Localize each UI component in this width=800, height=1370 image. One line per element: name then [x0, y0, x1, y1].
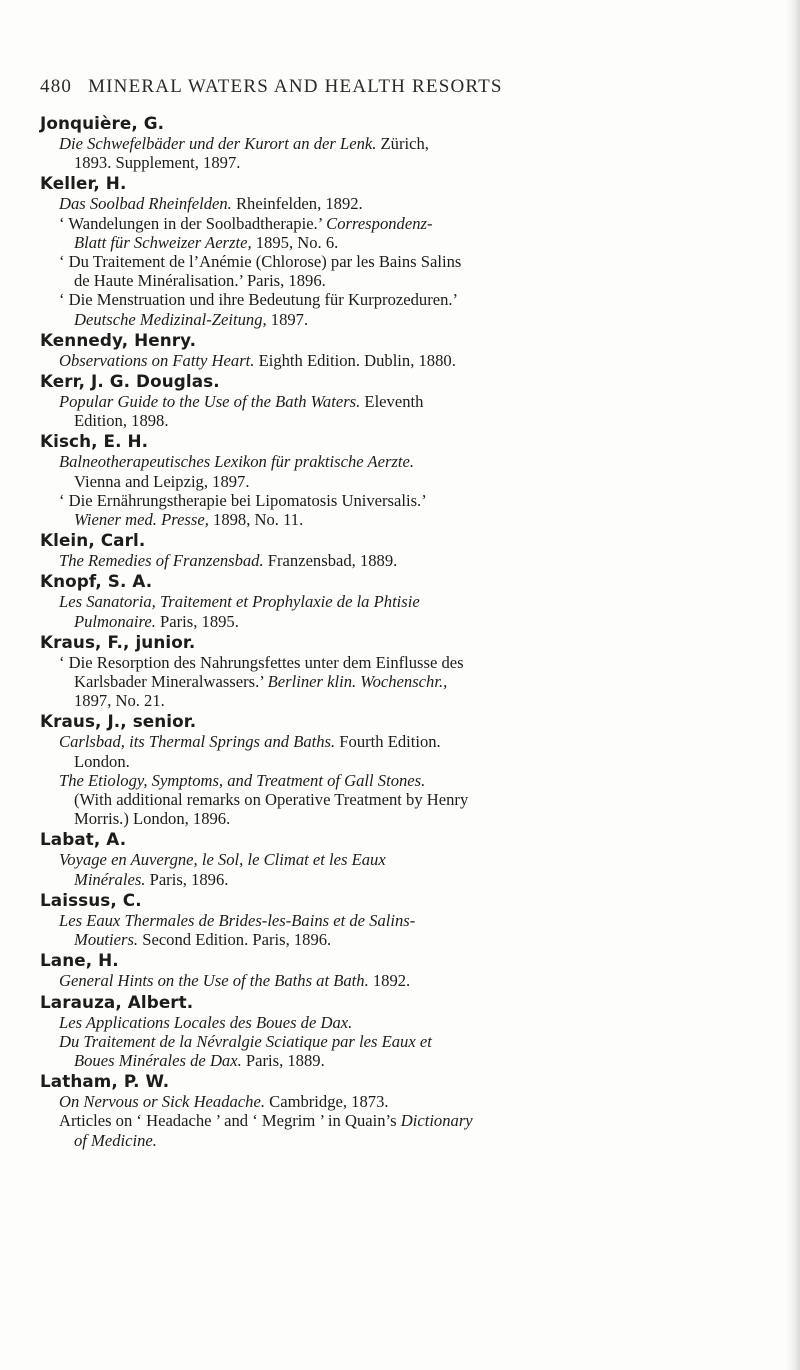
citation-title-text: On Nervous or Sick Headache. — [59, 1092, 265, 1112]
citation-line — [59, 310, 760, 329]
citation-line — [59, 1013, 760, 1032]
citation-title-text: Minérales. — [74, 869, 146, 889]
author-name: Labat, A. — [40, 829, 127, 850]
citation-text: Articles on ‘ Headache ’ and ‘ Megrim ’ in Quain’s — [59, 1111, 401, 1131]
work-citation — [40, 392, 760, 430]
bibliography-entry — [40, 530, 760, 570]
citation-line — [59, 194, 760, 213]
citation-line — [59, 551, 760, 570]
citation-line — [59, 612, 760, 631]
citation-text: London. — [74, 751, 130, 771]
citation-line — [59, 1051, 760, 1070]
citation-text: Morris.) London, 1896. — [74, 809, 231, 829]
citation-title-text: Correspondenz- — [326, 213, 433, 233]
citation-line — [59, 252, 760, 271]
citation-title-text: Pulmonaire. — [74, 611, 156, 631]
citation-text: (With additional remarks on Operative Treatment by Henry — [74, 790, 469, 810]
citation-text: Paris, 1896. — [145, 869, 229, 889]
author-name: Kisch, E. H. — [40, 431, 149, 452]
page-edge-shadow — [786, 0, 800, 1370]
citation-line — [59, 1092, 760, 1111]
bibliography-entry — [40, 890, 760, 949]
work-citation — [40, 971, 760, 990]
citation-line — [59, 392, 760, 411]
citation-text: Eighth Edition. Dublin, 1880. — [254, 350, 456, 370]
citation-title-text: Dictionary — [400, 1111, 473, 1131]
citation-text: Paris, 1889. — [241, 1050, 325, 1070]
bibliography-entry — [40, 950, 760, 990]
author-name: Kraus, J., senior. — [40, 711, 197, 732]
citation-text: Rheinfelden, 1892. — [231, 194, 363, 214]
citation-line — [59, 732, 760, 751]
citation-line — [59, 271, 760, 290]
citation-line — [59, 1111, 760, 1130]
bibliography-entry — [40, 992, 760, 1071]
bibliography-list — [40, 112, 760, 1150]
citation-line — [59, 850, 760, 869]
bibliography-entry — [40, 330, 760, 370]
page-number: 480 — [40, 76, 73, 97]
citation-line — [59, 1032, 760, 1051]
citation-line — [59, 233, 760, 252]
bibliography-entry — [40, 371, 760, 430]
citation-line — [59, 930, 760, 949]
work-citation — [40, 452, 760, 529]
citation-text: 1895, No. 6. — [251, 232, 339, 252]
citation-title-text: Du Traitement de la Névralgie Sciatique par les Eaux et — [59, 1031, 432, 1051]
author-name: Kraus, F., junior. — [40, 631, 196, 652]
author-name: Larauza, Albert. — [40, 991, 194, 1012]
citation-title-text: Moutiers. — [74, 930, 139, 950]
citation-text: 1897, No. 21. — [74, 691, 165, 711]
bibliography-entry — [40, 1071, 760, 1150]
work-citation — [40, 551, 760, 570]
citation-text: 1898, No. 11. — [208, 510, 304, 530]
citation-line — [59, 752, 760, 771]
citation-line — [59, 491, 760, 510]
citation-line — [59, 411, 760, 430]
citation-line — [59, 290, 760, 309]
citation-line — [59, 1131, 760, 1150]
bibliography-entry — [40, 571, 760, 630]
work-citation — [40, 653, 760, 711]
citation-line — [59, 911, 760, 930]
work-citation — [40, 1092, 760, 1150]
citation-line — [59, 153, 760, 172]
running-header — [40, 76, 760, 98]
author-name: Knopf, S. A. — [40, 571, 153, 592]
citation-text: Vienna and Leipzig, 1897. — [74, 471, 250, 491]
citation-text: Fourth Edition. — [335, 732, 441, 752]
work-citation — [40, 1013, 760, 1071]
citation-title-text: Balneotherapeutisches Lexikon für praktische Aerzte. — [59, 452, 414, 472]
citation-text: 1892. — [368, 971, 411, 991]
author-name: Keller, H. — [40, 173, 127, 194]
author-name: Latham, P. W. — [40, 1071, 170, 1092]
citation-text: ‘ Du Traitement de l’Anémie (Chlorose) par les Bains Salins — [59, 252, 462, 272]
running-title: MINERAL WATERS AND HEALTH RESORTS — [88, 76, 503, 97]
citation-title-text: of Medicine. — [74, 1130, 157, 1150]
work-citation — [40, 592, 760, 630]
citation-line — [59, 790, 760, 809]
bibliography-entry — [40, 113, 760, 172]
citation-line — [59, 592, 760, 611]
work-citation — [40, 194, 760, 328]
citation-text: de Haute Minéralisation.’ Paris, 1896. — [74, 271, 326, 291]
author-name: Lane, H. — [40, 950, 119, 971]
citation-line — [59, 452, 760, 471]
citation-text: 1897. — [266, 309, 309, 329]
author-name: Laissus, C. — [40, 889, 142, 910]
citation-text: ‘ Die Ernährungstherapie bei Lipomatosis Universalis.’ — [59, 490, 427, 510]
citation-title-text: Blatt für Schweizer Aerzte, — [74, 232, 252, 252]
work-citation — [40, 850, 760, 888]
citation-text: Eleventh — [360, 392, 424, 412]
citation-text: Karlsbader Mineralwassers.’ — [74, 672, 268, 692]
citation-line — [59, 472, 760, 491]
citation-line — [59, 809, 760, 828]
citation-text: Paris, 1895. — [155, 611, 239, 631]
citation-line — [59, 971, 760, 990]
citation-text: ‘ Die Menstruation und ihre Bedeutung für Kurprozeduren.’ — [59, 290, 459, 310]
bibliography-entry — [40, 632, 760, 711]
bibliography-entry — [40, 829, 760, 888]
citation-text: Second Edition. Paris, 1896. — [138, 930, 332, 950]
work-citation — [40, 351, 760, 370]
citation-title-text: Les Applications Locales des Boues de Dax. — [59, 1012, 353, 1032]
citation-line — [59, 691, 760, 710]
bibliography-entry — [40, 173, 760, 328]
author-name: Jonquière, G. — [40, 113, 165, 133]
citation-line — [59, 653, 760, 672]
citation-line — [59, 771, 760, 790]
citation-title-text: Die Schwefelbäder und der Kurort an der Lenk. — [59, 134, 377, 153]
citation-title-text: The Etiology, Symptoms, and Treatment of Gall Stones. — [59, 770, 426, 790]
work-citation — [40, 732, 760, 828]
citation-title-text: The Remedies of Franzensbad. — [59, 551, 264, 571]
citation-title-text: Das Soolbad Rheinfelden. — [59, 194, 232, 214]
citation-text: Edition, 1898. — [74, 411, 169, 431]
citation-title-text: Popular Guide to the Use of the Bath Waters. — [59, 392, 361, 412]
citation-title-text: Les Sanatoria, Traitement et Prophylaxie de la Phtisie — [59, 592, 420, 612]
citation-title-text: Wiener med. Presse, — [74, 510, 209, 530]
citation-line — [59, 510, 760, 529]
bibliography-entry — [40, 711, 760, 828]
citation-title-text: Boues Minérales de Dax. — [74, 1050, 242, 1070]
citation-title-text: Les Eaux Thermales de Brides-les-Bains et de Salins- — [59, 910, 416, 930]
citation-title-text: Deutsche Medizinal-Zeitung, — [74, 309, 267, 329]
citation-line — [59, 672, 760, 691]
citation-text: Zürich, — [376, 134, 429, 153]
citation-line — [59, 351, 760, 370]
citation-text: ‘ Wandelungen in der Soolbadtherapie.’ — [59, 213, 327, 233]
bibliography-entry — [40, 431, 760, 529]
citation-title-text: Carlsbad, its Thermal Springs and Baths. — [59, 732, 336, 752]
work-citation — [40, 911, 760, 949]
citation-line — [59, 870, 760, 889]
work-citation — [40, 134, 760, 172]
citation-text: ‘ Die Resorption des Nahrungsfettes unter dem Einflusse des — [59, 652, 464, 672]
citation-text: Cambridge, 1873. — [265, 1092, 389, 1112]
citation-title-text: Observations on Fatty Heart. — [59, 350, 255, 370]
citation-title-text: Berliner klin. Wochenschr., — [267, 672, 448, 692]
citation-text: Franzensbad, 1889. — [263, 551, 398, 571]
citation-text: 1893. Supplement, 1897. — [74, 153, 241, 173]
author-name: Kerr, J. G. Douglas. — [40, 371, 220, 392]
citation-title-text: General Hints on the Use of the Baths at Bath. — [59, 971, 369, 991]
citation-line — [59, 214, 760, 233]
author-name: Klein, Carl. — [40, 530, 146, 551]
author-name: Kennedy, Henry. — [40, 329, 197, 350]
citation-title-text: Voyage en Auvergne, le Sol, le Climat et les Eaux — [59, 850, 386, 870]
citation-line — [59, 134, 760, 153]
